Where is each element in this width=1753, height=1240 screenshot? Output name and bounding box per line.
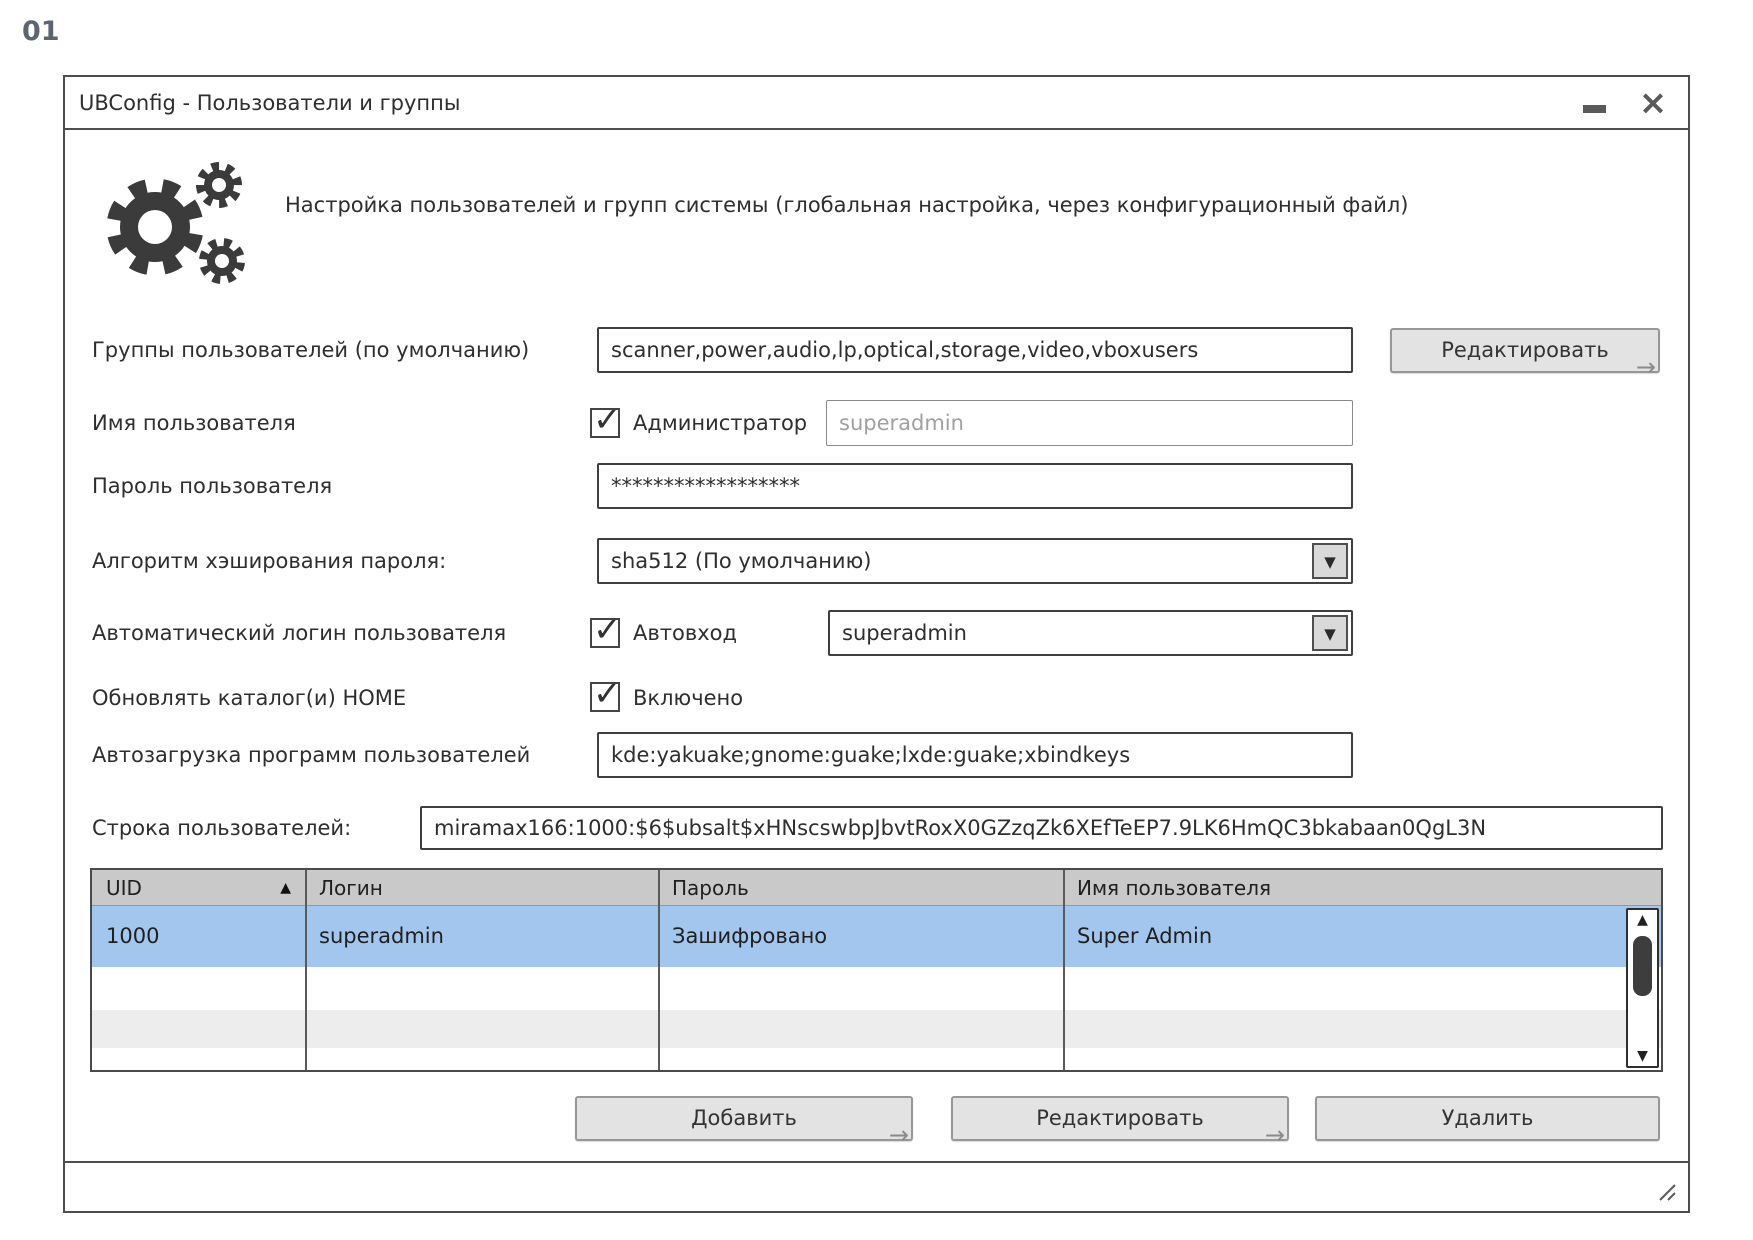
- status-bar: [65, 1161, 1688, 1211]
- dialog-description: Настройка пользователей и групп системы (глобальная настройка, через конфигурационный файл): [285, 193, 1409, 217]
- edit-groups-button-label: Редактировать: [1441, 338, 1609, 362]
- edit-button[interactable]: [951, 1096, 1289, 1149]
- header-password[interactable]: Пароль: [672, 876, 749, 900]
- close-button[interactable]: [1636, 83, 1670, 123]
- checkmark-icon: ✓: [593, 610, 622, 650]
- checkmark-icon: ✓: [593, 674, 622, 714]
- table-row-empty: [92, 1048, 1661, 1070]
- table-row-empty: [92, 1010, 1661, 1048]
- link-arrow-icon: →: [1635, 353, 1656, 381]
- autologin-checkbox[interactable]: [590, 610, 622, 650]
- sort-asc-icon: ▲: [280, 880, 291, 896]
- hash-algorithm-label: Алгоритм хэширования пароля:: [92, 549, 447, 573]
- cell-uid: 1000: [106, 924, 160, 948]
- edit-button-label: Редактировать: [1036, 1106, 1204, 1130]
- username-input[interactable]: [826, 400, 1353, 446]
- header-login[interactable]: Логин: [319, 876, 383, 900]
- cell-name: Super Admin: [1077, 924, 1213, 948]
- groups-input[interactable]: [597, 327, 1353, 373]
- link-arrow-icon: →: [1264, 1121, 1285, 1149]
- update-home-label: Обновлять каталог(и) HOME: [92, 686, 407, 710]
- groups-label: Группы пользователей (по умолчанию): [92, 338, 530, 362]
- hash-algorithm-value: sha512 (По умолчанию): [611, 549, 872, 573]
- resize-grip-icon[interactable]: [1654, 1179, 1678, 1203]
- autologin-user-value: superadmin: [842, 621, 967, 645]
- header-uid[interactable]: UID ▲: [92, 870, 305, 906]
- minimize-icon: [1583, 105, 1606, 113]
- delete-button[interactable]: [1315, 1096, 1660, 1141]
- table-scrollbar[interactable]: [1626, 908, 1659, 1068]
- user-string-input[interactable]: [420, 806, 1663, 850]
- dropdown-arrow-icon[interactable]: ▼: [1312, 615, 1348, 651]
- add-button[interactable]: [575, 1096, 913, 1149]
- link-arrow-icon: →: [888, 1121, 909, 1149]
- password-label: Пароль пользователя: [92, 474, 333, 498]
- slide-number: 01: [22, 16, 60, 47]
- autostart-label: Автозагрузка программ пользователей: [92, 743, 531, 767]
- hash-algorithm-select[interactable]: [597, 538, 1353, 584]
- app-window: [63, 75, 1690, 1213]
- password-input[interactable]: [597, 463, 1353, 509]
- username-label: Имя пользователя: [92, 411, 296, 435]
- scrollbar-thumb[interactable]: [1633, 936, 1652, 996]
- autologin-label: Автоматический логин пользователя: [92, 621, 507, 645]
- cell-login: superadmin: [319, 924, 444, 948]
- autologin-checkbox-label: Автовход: [633, 621, 737, 645]
- users-table: [90, 868, 1663, 1072]
- add-button-label: Добавить: [691, 1106, 797, 1130]
- admin-checkbox[interactable]: [590, 400, 622, 440]
- checkmark-icon: ✓: [593, 400, 622, 440]
- window-title: UBConfig - Пользователи и группы: [79, 91, 461, 115]
- titlebar: [65, 77, 1688, 130]
- gears-icon: [103, 147, 255, 297]
- column-divider: [305, 870, 307, 1070]
- minimize-button[interactable]: [1580, 91, 1610, 117]
- cell-password: Зашифровано: [672, 924, 828, 948]
- delete-button-label: Удалить: [1441, 1106, 1534, 1130]
- column-divider: [658, 870, 660, 1070]
- dropdown-arrow-icon[interactable]: ▼: [1312, 543, 1348, 579]
- header-name[interactable]: Имя пользователя: [1077, 876, 1272, 900]
- scroll-down-icon[interactable]: ▼: [1637, 1048, 1648, 1064]
- close-icon: ×: [1638, 83, 1668, 123]
- edit-groups-button[interactable]: [1390, 328, 1660, 381]
- scroll-up-icon[interactable]: ▲: [1637, 912, 1648, 928]
- update-home-checkbox[interactable]: [590, 674, 622, 714]
- admin-checkbox-label: Администратор: [633, 411, 808, 435]
- column-divider: [1063, 870, 1065, 1070]
- table-row-empty: [92, 967, 1661, 1010]
- autologin-user-select[interactable]: [828, 610, 1353, 656]
- table-row-selected[interactable]: [92, 906, 1661, 967]
- autostart-input[interactable]: [597, 732, 1353, 778]
- update-home-checkbox-label: Включено: [633, 686, 744, 710]
- user-string-label: Строка пользователей:: [92, 816, 352, 840]
- users-table-header: [92, 870, 1661, 906]
